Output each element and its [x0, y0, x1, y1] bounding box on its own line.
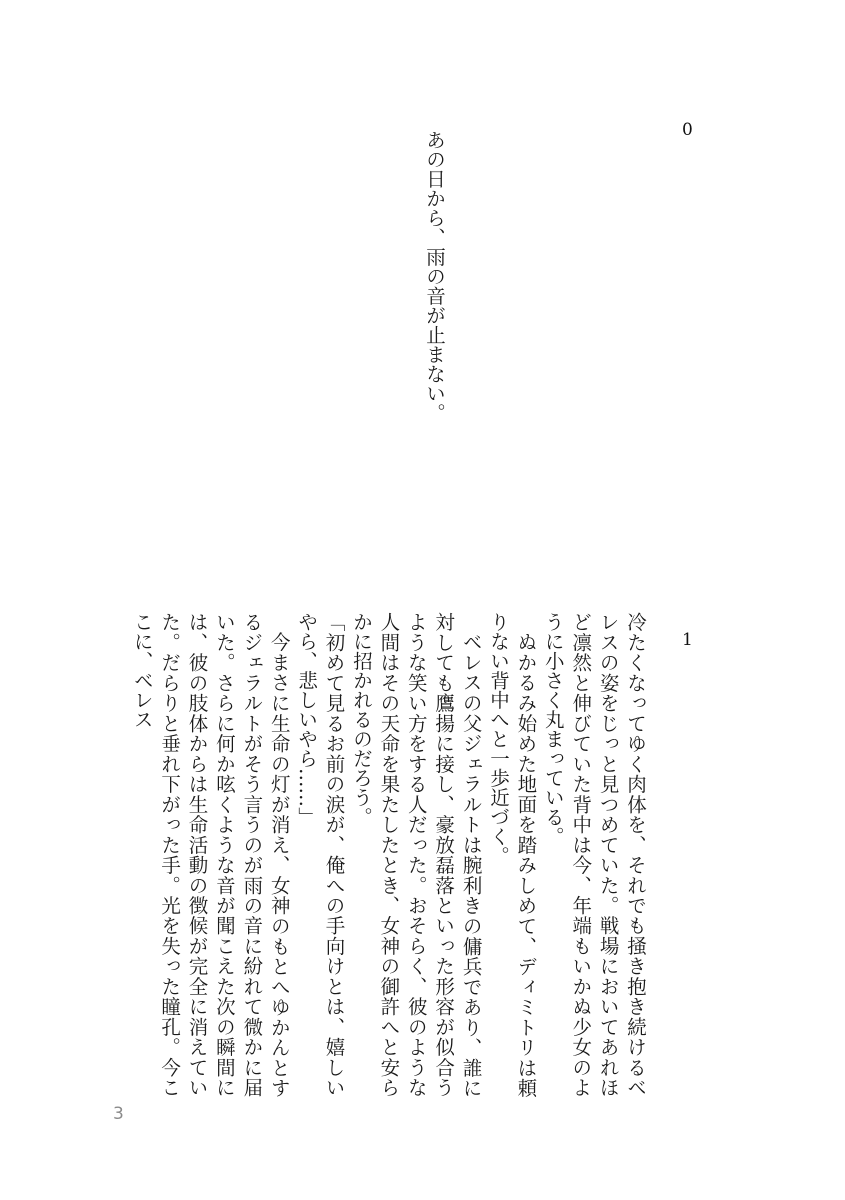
paragraph: あの日から、雨の音が止まない。: [423, 130, 446, 423]
page-number: 3: [113, 1104, 124, 1124]
section-number-1: 1: [682, 630, 693, 650]
paragraph: 今まさに生命の灯が消え、女神のもとへゆかんとするジェラルトがそう言うのが雨の音に紛れて微かに届いた。さらに何か呟くような音が聞こえた次の瞬間には、彼の肢体からは生命活動の徴候が完全に消えていた。だらりと垂れ下がった手。光を失った瞳孔。今ここに、ベレス: [130, 612, 291, 1098]
section-0-text: [419, 130, 449, 430]
section-1-text: [129, 612, 649, 1097]
section-number-0: 0: [682, 120, 693, 140]
paragraph: 冷たくなってゆく肉体を、それでも掻き抱き続けるベレスの姿をじっと見つめていた。戦場においてあれほど凛然と伸びていた背中は今、年端もいかぬ少女のように小さく丸まっている。: [541, 612, 647, 1098]
paragraph: ぬかるみ始めた地面を踏みしめて、ディミトリは頼りない背中へと一歩近づく。: [486, 612, 538, 1097]
paragraph: ベレスの父ジェラルトは腕利きの傭兵であり、誰に対しても鷹揚に接し、豪放磊落といった形容が似合うような笑い方をする人だった。おそらく、彼のような人間はその天命を果たしたとき、女神の御許へと安らかに招かれるのだろう。: [349, 612, 483, 1097]
dialogue-paragraph: 「初めて見るお前の涙が、俺への手向けとは、嬉しいやら、悲しいやら……」: [295, 612, 346, 1098]
